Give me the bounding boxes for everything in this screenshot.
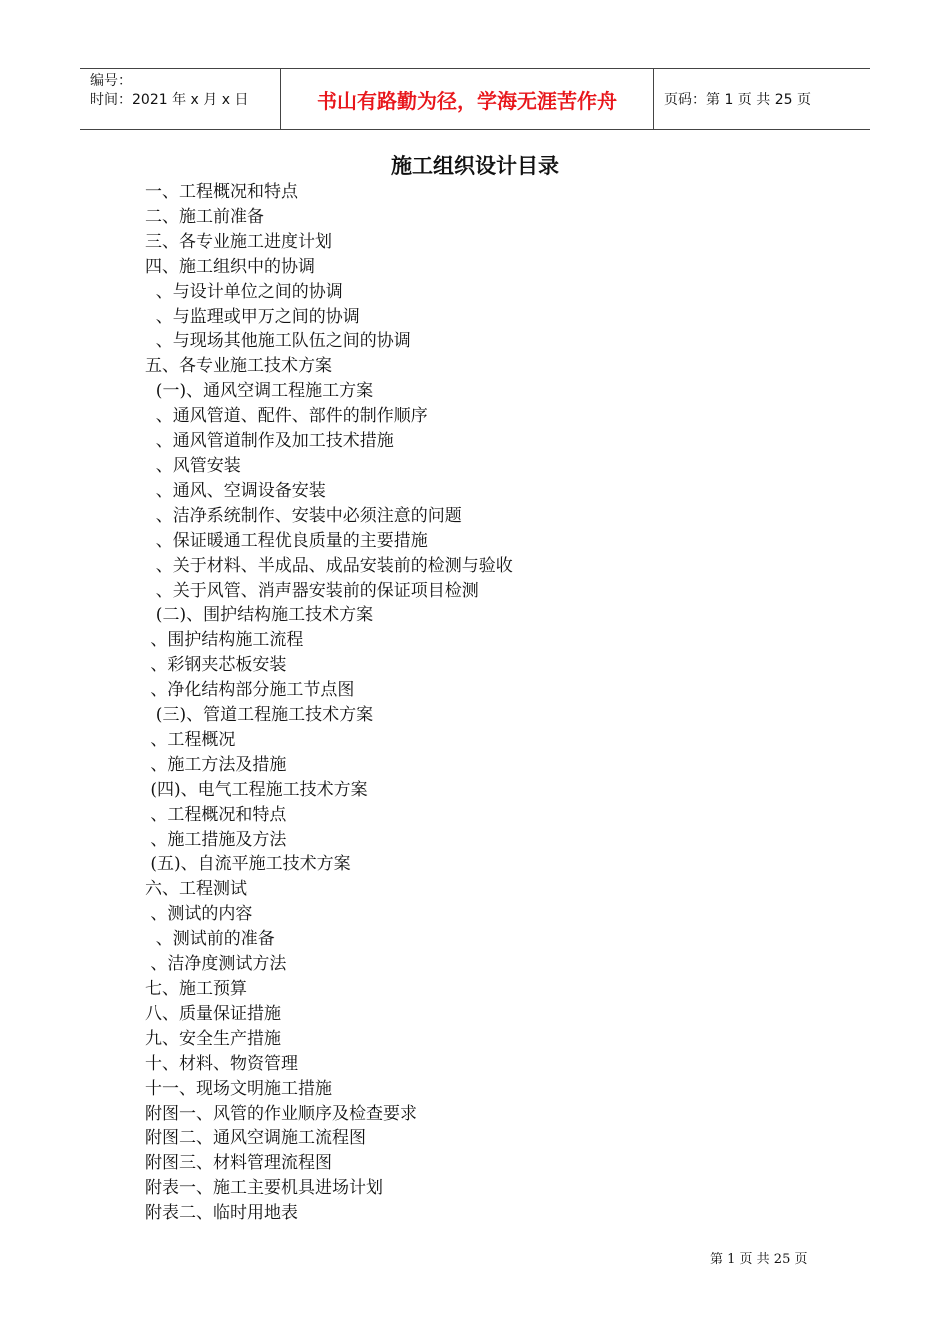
toc-entry: 一、工程概况和特点: [145, 182, 298, 202]
toc-entry: 、工程概况: [145, 729, 236, 750]
toc-entry: 四、施工组织中的协调: [145, 256, 315, 277]
toc-entry: (一)、通风空调工程施工方案: [145, 381, 374, 402]
toc-entry: (五)、自流平施工技术方案: [145, 854, 351, 875]
toc-entry: 、与现场其他施工队伍之间的协调: [145, 331, 411, 352]
toc-entry: 九、安全生产措施: [145, 1028, 281, 1049]
toc-entry: 、关于风管、消声器安装前的保证项目检测: [145, 580, 479, 601]
toc-entry: 、施工措施及方法: [145, 829, 287, 850]
toc-entry: (三)、管道工程施工技术方案: [145, 705, 374, 726]
toc-entry: 、通风、空调设备安装: [145, 480, 326, 501]
toc-entry: 、工程概况和特点: [145, 804, 287, 825]
toc-entry: 、与监理或甲万之间的协调: [145, 306, 360, 327]
toc-entry: 、与设计单位之间的协调: [145, 281, 343, 302]
toc-entry: 、净化结构部分施工节点图: [145, 680, 355, 701]
toc-entry: 、测试前的准备: [145, 929, 275, 950]
header-motto: 书山有路勤为径，学海无涯苦作舟: [281, 69, 654, 129]
toc-entry: 、洁净系统制作、安装中必须注意的问题: [145, 505, 462, 526]
page-header: [80, 68, 870, 130]
toc-entry: 附表一、施工主要机具进场计划: [145, 1178, 383, 1199]
toc-entry: 、测试的内容: [145, 904, 253, 925]
header-meta: [80, 69, 281, 129]
toc-entry: 附表二、临时用地表: [145, 1203, 298, 1224]
document-title: 施工组织设计目录: [391, 154, 559, 178]
toc-entry: 、保证暖通工程优良质量的主要措施: [145, 530, 428, 551]
toc-entry: 、洁净度测试方法: [145, 954, 287, 975]
toc-entry: 三、各专业施工进度计划: [145, 231, 332, 252]
toc-entry: 、关于材料、半成品、成品安装前的检测与验收: [145, 555, 513, 576]
header-page-info: 页码：第 1 页 共 25 页: [664, 92, 811, 108]
toc-entry: 二、施工前准备: [145, 206, 264, 227]
toc-entry: 五、各专业施工技术方案: [145, 356, 332, 377]
toc-entry: 、风管安装: [145, 455, 241, 476]
toc-entry: 七、施工预算: [145, 979, 247, 999]
toc-entry: 、彩钢夹芯板安装: [145, 655, 287, 676]
toc-entry: (二)、围护结构施工技术方案: [145, 605, 374, 626]
toc-entry: (四)、电气工程施工技术方案: [145, 779, 368, 800]
toc-entry: 十、材料、物资管理: [145, 1053, 298, 1074]
toc-entry: 附图三、材料管理流程图: [145, 1153, 332, 1174]
toc-entry: 六、工程测试: [145, 879, 247, 900]
toc-entry: 、围护结构施工流程: [145, 630, 304, 651]
toc-entry: 附图一、风管的作业顺序及检查要求: [145, 1103, 417, 1124]
page-footer: 第 1 页 共 25 页: [710, 1252, 808, 1267]
toc-entry: 、施工方法及措施: [145, 754, 287, 775]
toc-entry: 附图二、通风空调施工流程图: [145, 1128, 366, 1149]
document-number-label: 编号：: [90, 73, 132, 89]
table-of-contents: [145, 180, 513, 1226]
toc-entry: 、通风管道制作及加工技术措施: [145, 431, 394, 452]
toc-entry: 十一、现场文明施工措施: [145, 1078, 332, 1099]
toc-entry: 八、质量保证措施: [145, 1003, 281, 1024]
document-date: 时间：2021 年 x 月 x 日: [90, 92, 249, 108]
toc-entry: 、通风管道、配件、部件的制作顺序: [145, 406, 428, 427]
